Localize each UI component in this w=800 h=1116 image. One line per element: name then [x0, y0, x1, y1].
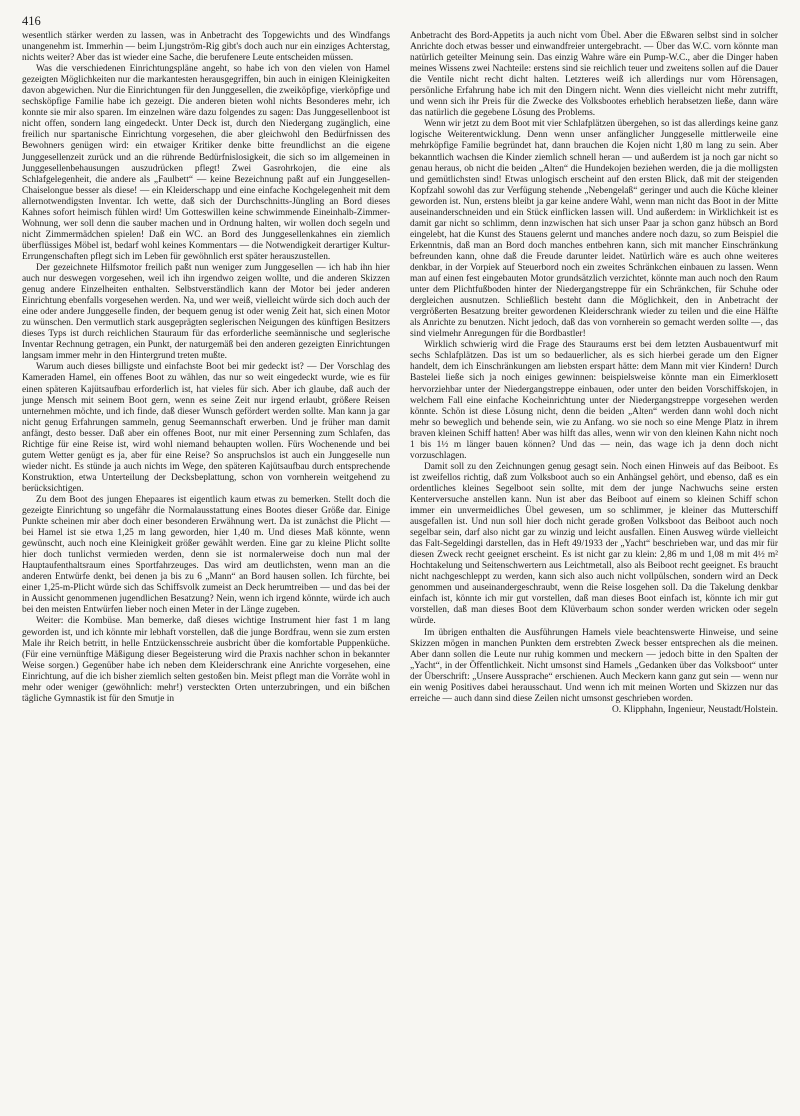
author-signature: O. Klipphahn, Ingenieur, Neustadt/Holstein. [612, 704, 778, 715]
left-column [22, 31, 390, 716]
text-columns [22, 31, 778, 716]
paragraph: Warum auch dieses billigste und einfachste Boot bei mir gedeckt ist? — Der Vorschlag des Kameraden Hamel, ein offenes Boot zu wählen, das nur so weit eingedeckt wurde, wie es für einen späteren Kajütsaufbau erforderlich ist, hat vieles für sich. Aber ich glaube, daß auch der junge Mensch mit seinem Boot gern, wenn es seine Zeit nur irgend erlaubt, größere Reisen unternehmen möchte, und ich finde, daß dieser Wunsch gefördert werden sollte. Man kann ja gar nicht genug Erfahrungen sammeln, genug Seemannschaft erwerben. Und je früher man damit anfängt, desto besser. Daß aber ein offenes Boot, nur mit einer Persenning zum Schlafen, das Richtige für eine Reise ist, wird wohl niemand behaupten wollen. Fürs Wochenende und bei gutem Wetter genügt es ja, aber für eine Reise? So anspruchslos ist auch ein Junggeselle nun wieder nicht. Es stünde ja auch nichts im Wege, den späteren Kajütsaufbau durch entsprechende Konstruktion, etwa Unterteilung der Decksbeplattung, schon von vornherein weitgehend zu berücksichtigen. [22, 362, 390, 494]
paragraph: Zu dem Boot des jungen Ehepaares ist eigentlich kaum etwas zu bemerken. Stellt doch die gezeigte Einrichtung so ungefähr die Normalausstattung eines Bootes dieser Größe dar. Einige Punkte scheinen mir aber doch einer besonderen Erwähnung wert. Da ist zunächst die Plicht — bei Hamel ist sie etwa 1,25 m lang geworden, hier 1,40 m. Und dieses Maß könnte, wenn gewünscht, auch noch eine Kleinigkeit größer gewählt werden. Eine gar zu kleine Plicht sollte hier doch tunlichst vermieden werden, denn sie ist normalerweise doch nun mal der Hauptaufenthaltsraum eines Sportfahrzeuges. Das wird am deutlichsten, wenn man an die anderen Entwürfe denkt, bei denen ja bis zu 6 „Mann“ an Bord hausen sollen. Ich fürchte, bei einer 1,25-m-Plicht würde sich das Schiffsvolk zumeist an Deck herumtreiben — und das bei der in Aussicht genommenen jugendlichen Besatzung? Nein, wenn ich irgend könnte, würde ich auch bei den meisten Entwürfen lieber noch einen Meter in der Länge zugeben. [22, 494, 390, 616]
paragraph: Anbetracht des Bord-Appetits ja auch nicht vom Übel. Aber die Eßwaren selbst sind in solcher Anrichte doch etwas besser und einwandfreier untergebracht. — Über das W.C. vorn könnte man natürlich geteilter Meinung sein. Das einzig Wahre wäre ein Pump-W.C., aber die Dinger haben meines Wissens zwei Nachteile: erstens sind sie reichlich teuer und zweitens sollen auf die Dauer die Ventile nicht recht dicht halten. Letzteres weiß ich allerdings nur vom Hörensagen, persönliche Erfahrung habe ich mit den Dingern nicht. Wenn dies vielleicht nicht mehr zutrifft, und wenn sich ihr Preis für die Zwecke des Volksbootes erheblich herabsetzen ließe, dann wäre das natürlich die gegebene Lösung des Problems. [410, 31, 778, 119]
paragraph: Weiter: die Kombüse. Man bemerke, daß dieses wichtige Instrument hier fast 1 m lang geworden ist, und ich könnte mir lebhaft vorstellen, daß die junge Bordfrau, wenn sie zum ersten Male ihr Reich betritt, in helle Entzückensschreie ausbricht über die komfortable Puppenküche. (Für eine vernünftige Mäßigung dieser Begeisterung wird die Praxis nachher schon in bekannter Weise sorgen.) Gegenüber habe ich neben dem Kleiderschrank eine Anrichte vorgesehen, eine Einrichtung, auf die ich bisher ziemlich selten gestoßen bin. Meist pflegt man die Vorräte wohl in mehr oder weniger (gewöhnlich: mehr!) versteckten Orten unterzubringen, und ein bißchen tägliche Gymnastik ist für den Smutje in [22, 616, 390, 704]
paragraph: wesentlich stärker werden zu lassen, was in Anbetracht des Topgewichts und des Windfangs unangenehm ist. Immerhin — beim Ljungström-Rig gibt's doch auch nur ein einziges Achterstag, nichts weiter? Aber das ist wieder eine Sache, die berufenere Leute entscheiden müssen. [22, 31, 390, 64]
paragraph: Was die verschiedenen Einrichtungspläne angeht, so habe ich von den vielen von Hamel gezeigten Möglichkeiten nur die markantesten herausgegriffen, bin auch in einigen Kleinigkeiten davon abgewichen. Nur die Einrichtungen für den Junggesellen, die zweiköpfige, vierköpfige und sechsköpfige Familie habe ich gezeigt. Die anderen bieten wohl nichts Besonderes mehr, ich konnte sie mir also sparen. Im einzelnen wäre dazu folgendes zu sagen: Das Junggesellenboot ist nicht offen, sondern lang eingedeckt. Unter Deck ist, durch den Niedergang zugänglich, eine freilich nur spartanische Einrichtung vorgesehen, die aber gleichwohl den Bedürfnissen des Bewohners genügen wird: ein etwaiger Kritiker denke bitte freundlichst an die eigene Junggesellenzeit zurück und an die rührende Bedürfnislosigkeit, die sich so im allgemeinen in Junggesellenbehausungen auszudrücken pflegt! Zwei Gasrohrkojen, die eine als Schlafgelegenheit, die andere als „Faulbett“ — keine Bezeichnung paßt auf ein Junggesellen-Chaiselongue besser als diese! — ein Kleiderschapp und eine einfache Kochgelegenheit mit dem allernotwendigsten Inventar. Ich wette, daß sich der Durchschnitts-Jüngling an Bord dieses Kahnes sofort heimisch fühlen wird! Um Gotteswillen keine schwimmende Eineinhalb-Zimmer-Wohnung, wer soll denn die sauber machen und in Ordnung halten, wir wollen doch segeln und nicht Zimmermädchen spielen! Daß ein WC. an Bord des Junggesellenkahnes ein ziemlich überflüssiges Möbel ist, bedarf wohl keines Kommentars — die Notwendigkeit derartiger Kultur-Errungenschaften pflegt sich im Leben für gewöhnlich erst später herauszustellen. [22, 64, 390, 262]
right-column [410, 31, 778, 716]
paragraph: Der gezeichnete Hilfsmotor freilich paßt nun weniger zum Junggesellen — ich hab ihn hier auch nur deswegen vorgesehen, weil ich ihn irgendwo zeigen wollte, und die anderen Skizzen genug andere Einzelheiten enthalten. Selbstverständlich kann der Motor bei jeder anderen Einrichtung ebenfalls vorgesehen werden. Na, und wer weiß, vielleicht würde sich doch auch der eine oder andere Junggeselle finden, der bequem genug ist oder wenig Zeit hat, sich einen Motor zu wünschen. Den vermutlich stark ausgeprägten seglerischen Neigungen des künftigen Besitzers dieses Typs ist durch reichlichen Stauraum für das erforderliche seemännische und seglerische Inventar Rechnung getragen, ein Punkt, der naturgemäß bei den anderen gezeigten Einrichtungen langsam immer mehr in den Hintergrund treten mußte. [22, 262, 390, 362]
paragraph: Wirklich schwierig wird die Frage des Stauraums erst bei dem letzten Ausbauentwurf mit sechs Schlafplätzen. Das ist um so bedauerlicher, als es sich hierbei gerade um den Eigner handelt, dem ich Einschränkungen am liebsten erspart hätte: dem Mann mit vier Kindern! Durch Bastelei ließe sich ja noch einiges gewinnen: beispielsweise könnte man ein Eimerklosett hervorziehbar unter der Niedergangstreppe einbauen, oder unter den beiden Vorschiffskojen, in welchem Fall eine einfache Kocheinrichtung unter der Niedergangstreppe vorgesehen werden könnte. Schön ist diese Lösung nicht, denn die beiden „Alten“ werden dann wohl doch nicht mehr so beweglich und behende sein, wie zu Anfang. wo sie noch so eine Menge Platz in ihrem braven kleinen Schiff hatten! Aber was hilft das alles, wenn wir von den kleinen Kahn nicht noch 1 bis 1½ m länger bauen können? Und das — nein, das wage ich ja denn doch nicht vorzuschlagen. [410, 340, 778, 461]
paragraph: Wenn wir jetzt zu dem Boot mit vier Schlafplätzen übergehen, so ist das allerdings keine ganz logische Weiterentwicklung. Denn wenn unser anfänglicher Junggeselle mittlerweile eine mehrköpfige Familie begründet hat, dann brauchen die Kojen nicht 1,80 m lang zu sein. Aber bekanntlich wachsen die Kinder ziemlich schnell heran — und außerdem ist ja noch gar nicht so genau heraus, ob nicht die beiden „Alten“ die Hundekojen beziehen werden, die ja die molligsten und gemütlichsten sind! Etwas unlogisch erscheint auf den ersten Blick, daß mit der steigenden Kopfzahl sowohl das zur Verfügung stehende „Nebengelaß“ geringer und auch die Küche kleiner geworden ist. Nun, erstens bleibt ja gar keine andere Wahl, wenn man nicht das Boot in der Mitte auseinanderschneiden und ein Stück einflicken lassen will. Und außerdem: in Wirklichkeit ist es damit gar nicht so schlimm, denn inzwischen hat sich unser Paar ja schon ganz hübsch an Bord eingelebt, hat die Kunst des Stauens gelernt und manches andere noch dazu, so zum Beispiel die Erkenntnis, daß man an Bord doch manches entbehren kann, sich mit mancher Einschränkung befreunden kann, ohne daß die Freude darunter leidet. Natürlich wäre es auch ohne weiteres denkbar, in der Vorpiek auf Steuerbord noch ein zweites Schränkchen einbauen zu lassen. Wenn man auf einen fest eingebauten Motor grundsätzlich verzichtet, könnte man auch noch den Raum unter dem Plichtfußboden hinter der Niedergangstreppe für ein Schränkchen, für Schuhe oder dergleichen ausnutzen. Schließlich besteht dann die Möglichkeit, den in Anbetracht der vergrößerten Besatzung breiter gewordenen Kleiderschrank wieder zu teilen und die eine Hälfte als Anrichte zu benutzen. Nicht jedoch, daß das von vornherein so gemacht werden sollte —, das sind vielmehr Anregungen für die Bordbastler! [410, 119, 778, 340]
paragraph: Damit soll zu den Zeichnungen genug gesagt sein. Noch einen Hinweis auf das Beiboot. Es ist zweifellos richtig, daß zum Volksboot auch so ein Anhängsel gehört, und ebenso, daß es ein ordentliches kleines Segelboot sein sollte, mit dem der junge Nachwuchs seine ersten Kenterversuche anstellen kann. Nun ist aber das Beiboot auf einem so kleinen Schiff schon immer ein unvermeidliches Übel gewesen, um so schlimmer, je kleiner das Mutterschiff ausgefallen ist. Und nun soll hier doch nicht gerade großen Volksboot das Beiboot auch noch segelbar sein, darf also nicht gar zu winzig und leicht ausfallen. Einen Ausweg würde vielleicht das Falt-Segeldingi darstellen, das in Heft 49/1933 der „Yacht“ beschrieben war, und das mir für diesen Zweck recht geeignet erscheint. Es ist nicht gar zu klein: 2,86 m und 1,08 m mit 4½ m² Hochtakelung und Seitenschwertern aus Leichtmetall, also als Beiboot recht geeignet. Es braucht nicht nachgeschleppt zu werden, kann sich also auch nicht vollpülschen, sondern wird an Deck genommen und auseinandergeschraubt, wenn die Reise losgehen soll. Da die Takelung denkbar einfach ist, könnte ich mir gut vorstellen, daß man dieses Boot einfach ist, könnte ich mir gut vorstellen, daß man dieses Boot dem Klüverbaum schon sonder werden wricken oder segeln würde. [410, 461, 778, 627]
page-number: 416 [22, 14, 41, 28]
paragraph: Im übrigen enthalten die Ausführungen Hamels viele beachtenswerte Hinweise, und seine Skizzen mögen in manchen Punkten dem erstrebten Zweck besser entsprechen als die meinen. Aber dann sollen die Leute nur ruhig kommen und meckern — jedoch bitte in den Spalten der „Yacht“, in der Öffentlichkeit. Nicht umsonst sind Hamels „Gedanken über das Volksboot“ unter der Überschrift: „Unsere Aussprache“ erschienen. Auch Meckern kann ganz gut sein — wenn nur ein wenig Positives dabei herausschaut. Und wenn ich mit meinen Worten und Skizzen nur das erreiche — auch dann sind diese Zeilen nicht umsonst geschrieben worden. [410, 627, 778, 704]
